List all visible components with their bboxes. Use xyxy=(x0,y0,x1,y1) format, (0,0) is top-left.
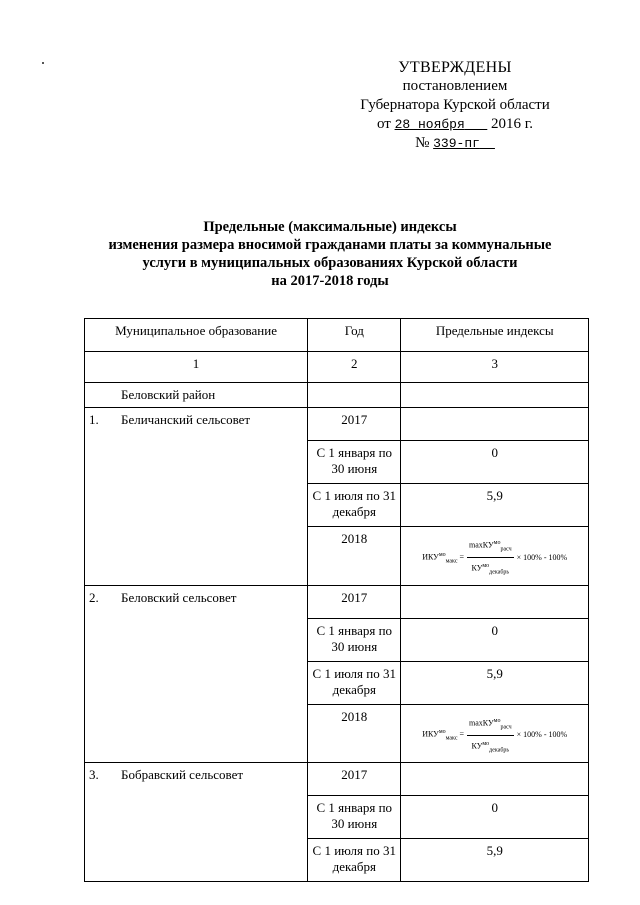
municipality-name: Беличанский сельсовет xyxy=(121,412,251,427)
approval-title: УТВЕРЖДЕНЫ xyxy=(398,59,512,76)
approval-date: от 28 ноября 2016 г. xyxy=(376,116,534,132)
formula-cell xyxy=(401,704,589,763)
col-number-1: 1 xyxy=(85,352,308,383)
year-cell: 2017 xyxy=(308,585,401,618)
municipality-name: Беловский сельсовет xyxy=(121,589,237,605)
year-cell: 2017 xyxy=(308,763,401,796)
col-number-3: 3 xyxy=(401,352,589,383)
period-cell: С 1 января по 30 июня xyxy=(308,796,401,839)
index-formula: $ИКУ^{мо}_{макс}$ = $\frac{\max КУ^{мо}_{расч}}{КУ^{мо}_{декабрь}}$ × 100% - 100% xyxy=(422,713,567,759)
index-value: 0 xyxy=(401,441,589,484)
municipality-name: Бобравский сельсовет xyxy=(121,767,244,782)
table-row xyxy=(85,408,589,441)
approval-line-1: постановлением xyxy=(402,78,508,94)
municipality-cell: 2. Беловский сельсовет xyxy=(85,585,308,763)
index-value: 0 xyxy=(401,796,589,839)
indices-table xyxy=(84,318,589,882)
formula-cell xyxy=(401,527,589,586)
table-row xyxy=(85,585,589,618)
approval-number-value: 339-пг xyxy=(433,136,480,151)
col-number-2: 2 xyxy=(308,352,401,383)
municipality-cell: 1. Беличанский сельсовет xyxy=(85,408,308,586)
period-cell: С 1 июля по 31 декабря xyxy=(308,839,401,882)
index-value: 5,9 xyxy=(401,661,589,704)
heading-line-2: изменения размера вносимой гражданами платы за коммунальные xyxy=(108,237,552,253)
year-cell: 2017 xyxy=(308,408,401,441)
district-name: Беловский район xyxy=(85,383,308,408)
district-row xyxy=(85,383,589,408)
column-number-row xyxy=(85,352,589,383)
index-value: 5,9 xyxy=(401,484,589,527)
header-municipality: Муниципальное образование xyxy=(85,319,308,352)
document-heading xyxy=(60,218,600,290)
index-value: 0 xyxy=(401,618,589,661)
approval-line-2: Губернатора Курской области xyxy=(360,97,550,113)
approval-year: 2016 г. xyxy=(491,116,534,132)
municipality-cell: 3. Бобравский сельсовет xyxy=(85,763,308,882)
period-cell: С 1 июля по 31 декабря xyxy=(308,661,401,704)
index-value: 5,9 xyxy=(401,839,589,882)
period-cell: С 1 января по 30 июня xyxy=(308,441,401,484)
heading-line-4: на 2017-2018 годы xyxy=(271,273,389,289)
approval-number: № 339-пг xyxy=(415,135,480,151)
approval-block xyxy=(330,58,580,153)
header-year: Год xyxy=(308,319,401,352)
header-indices: Предельные индексы xyxy=(401,319,589,352)
scan-speck xyxy=(42,62,44,64)
index-formula: $ИКУ^{мо}_{макс}$ = $\frac{\max КУ^{мо}_{расч}}{КУ^{мо}_{декабрь}}$ × 100% - 100% xyxy=(422,535,567,581)
period-cell: С 1 июля по 31 декабря xyxy=(308,484,401,527)
period-cell: С 1 января по 30 июня xyxy=(308,618,401,661)
table-row xyxy=(85,763,589,796)
year-cell: 2018 xyxy=(308,527,401,586)
table-header-row xyxy=(85,319,589,352)
year-cell: 2018 xyxy=(308,704,401,763)
heading-line-1: Предельные (максимальные) индексы xyxy=(203,219,457,235)
heading-line-3: услуги в муниципальных образованиях Курской области xyxy=(142,255,518,271)
approval-date-value: 28 ноября xyxy=(394,117,465,132)
